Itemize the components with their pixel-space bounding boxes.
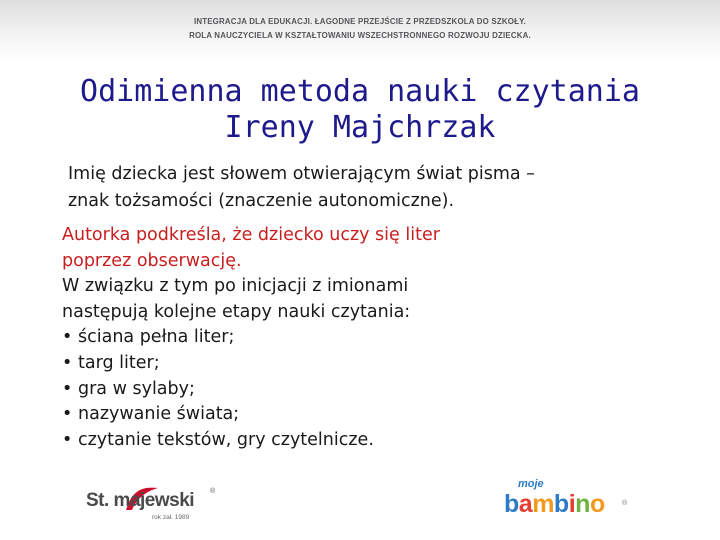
stages-list	[62, 325, 622, 453]
st-majewski-logo	[86, 488, 216, 528]
list-item: • gra w sylaby;	[62, 377, 622, 403]
body-content	[62, 223, 622, 453]
logo-text: St. majewski	[86, 490, 195, 511]
moje-bambino-logo	[504, 478, 634, 528]
intro-paragraph	[68, 161, 668, 215]
bullet-icon: •	[62, 378, 73, 399]
logo-letter-2: m	[532, 490, 554, 518]
red-text-line-2: poprzez obserwację.	[62, 250, 242, 271]
title-line-2: Ireny Majchrzak	[224, 110, 496, 145]
intro-line-2: znak tożsamości (znaczenie autonomiczne).	[68, 191, 455, 211]
header-line-1: INTEGRACJA DLA EDUKACJI. ŁAGODNE PRZEJŚCIE Z PRZEDSZKOLA DO SZKOŁY.	[193, 16, 527, 26]
title-line-1: Odimienna metoda nauki czytania	[80, 74, 640, 109]
logo-letter-1: a	[518, 490, 533, 518]
list-item: • targ liter;	[62, 351, 622, 377]
logo-bambino-text	[504, 490, 605, 519]
logo-letter-3: b	[553, 490, 569, 518]
list-item: • ściana pełna liter;	[62, 325, 622, 351]
intro-line-1: Imię dziecka jest słowem otwierającym świat pisma –	[68, 164, 535, 184]
bullet-icon: •	[62, 327, 73, 348]
logo-moje-text: moje	[518, 478, 544, 490]
logo-letter-4: i	[568, 490, 576, 518]
body-line-3: W związku z tym po inicjacji z imionami	[62, 276, 409, 297]
logo-letter-6: o	[589, 490, 605, 518]
red-text-line-1: Autorka podkreśla, że dziecko uczy się liter	[62, 225, 440, 245]
bullet-icon: •	[62, 352, 73, 373]
logo-letter-5: n	[575, 490, 590, 518]
body-line-4: następują kolejne etapy nauki czytania:	[62, 301, 411, 322]
bullet-icon: •	[62, 404, 73, 425]
logo-letter-0: b	[504, 490, 519, 518]
slide-title	[0, 74, 720, 146]
bullet-icon: •	[62, 429, 73, 450]
registered-mark: ®	[210, 488, 216, 495]
logo-subtitle: rok zał. 1989	[152, 514, 190, 521]
registered-mark: ®	[622, 500, 628, 507]
list-item: • czytanie tekstów, gry czytelnicze.	[62, 428, 622, 454]
header-line-2: ROLA NAUCZYCIELA W KSZTAŁTOWANIU WSZECHSTRONNEGO ROZWOJU DZIECKA.	[189, 30, 531, 40]
list-item: • nazywanie świata;	[62, 402, 622, 428]
